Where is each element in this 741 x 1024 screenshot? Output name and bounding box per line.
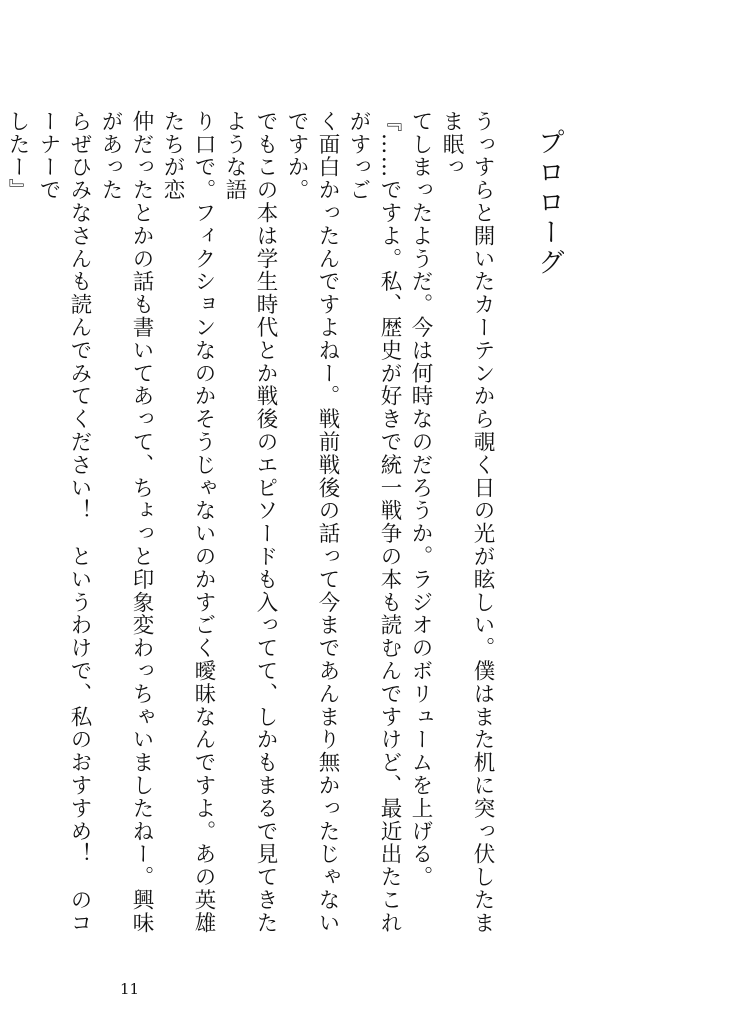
- body-text: [5, 110, 498, 940]
- page-number: 11: [120, 980, 140, 998]
- paragraph-2: 『……ですよ。私、歴史が好きで統一戦争の本も読むんですけど、最近出たこれがすっご く面白かったんですよねー。戦前戦後の話って今まであんまり無かったじゃないですか。 でもこの本は学生時代とか戦後のエピソードも入ってて、しかもまるで見てきたような語 り口で。フィクションなのかそうじゃないのかすごく曖昧なんですよ。あの英雄たちが恋 仲だったとかの話も書いてあって、ちょっと印象変わっちゃいましたねー。興味があった らぜひみなさんも読んでみてください！ というわけで、私のおすすめ！ のコーナーで したー』: [5, 110, 402, 935]
- chapter-title: プロローグ: [533, 128, 564, 278]
- paragraph-3: [0, 110, 2, 940]
- paragraph-1: うっすらと開いたカーテンから覗く日の光が眩しい。僕はまた机に突っ伏したまま眠っ てしまったようだ。今は何時なのだろうか。ラジオのボリュームを上げる。: [408, 110, 495, 935]
